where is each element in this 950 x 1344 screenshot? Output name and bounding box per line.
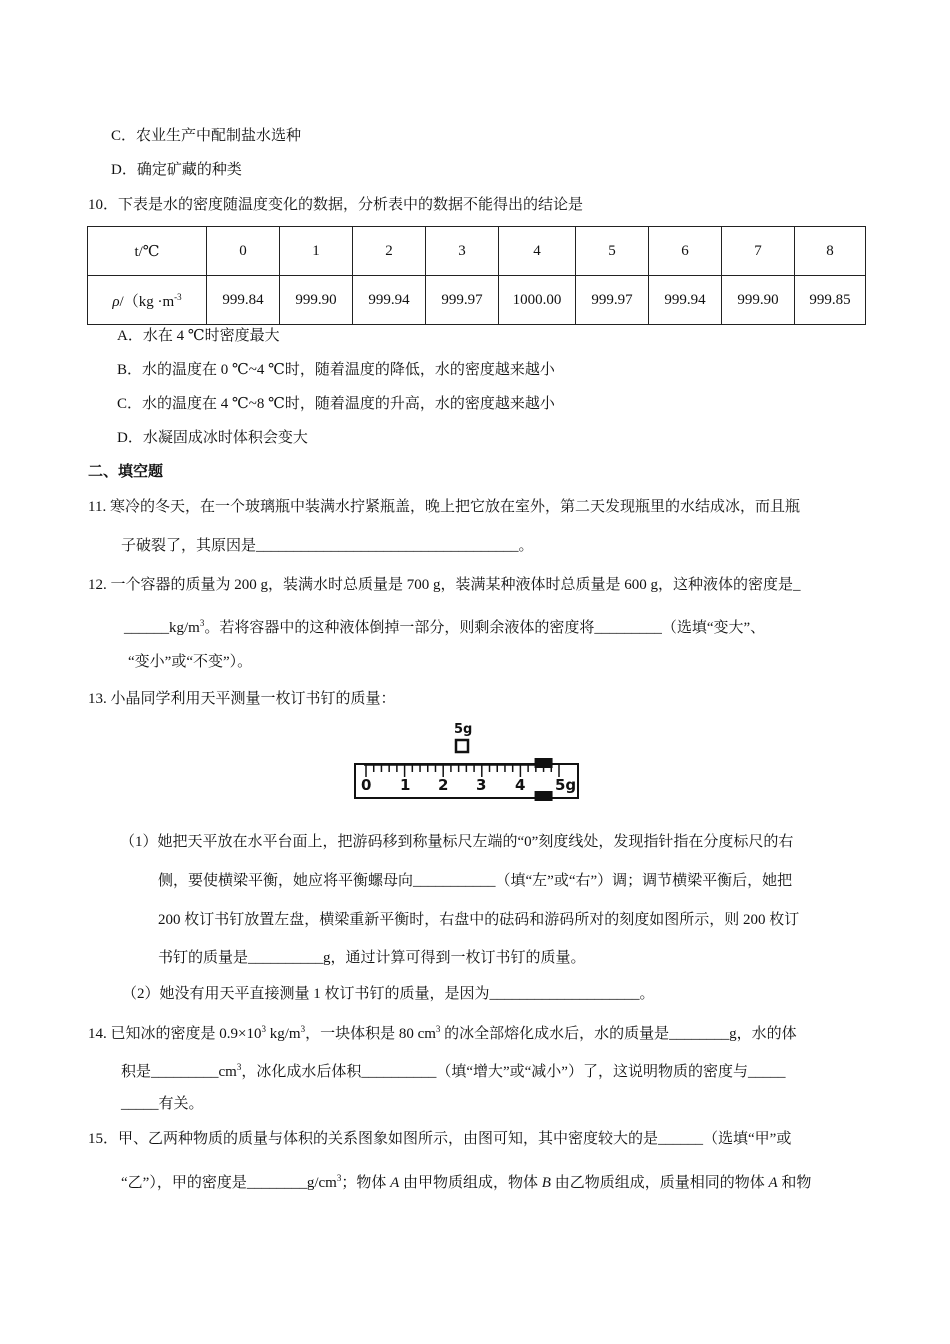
q13-part1-line4: 书钉的质量是__________g，通过计算可得到一枚订书钉的质量。 bbox=[158, 950, 586, 966]
density-cell: 999.84 bbox=[207, 276, 280, 325]
q14-sup1: 3 bbox=[261, 1024, 266, 1034]
q14-text1: 14. 已知冰的密度是 0.9×10 bbox=[88, 1026, 262, 1042]
q15-sup: 3 bbox=[336, 1173, 342, 1183]
q12-line2-part2: 。若将容器中的这种液体倒掉一部分，则剩余液体的密度将_________（选填“变大”、 bbox=[204, 620, 766, 636]
scale-label: 1 bbox=[400, 776, 411, 794]
q10-option-d: D．水凝固成冰时体积会变大 bbox=[117, 430, 308, 446]
q12-line2-part1: ______kg/m bbox=[124, 620, 200, 636]
density-cell: 999.85 bbox=[795, 276, 866, 325]
q11-line1: 11. 寒冷的冬天，在一个玻璃瓶中装满水拧紧瓶盖，晚上把它放在室外，第二天发现瓶里的水结成冰，而且瓶 bbox=[88, 499, 800, 515]
q15-line1: 15．甲、乙两种物质的质量与体积的关系图象如图所示，由图可知，其中密度较大的是______（选填“甲”或 bbox=[88, 1131, 792, 1147]
q12-line1: 12. 一个容器的质量为 200 g，装满水时总质量是 700 g，装满某种液体时总质量是 600 g，这种液体的密度是_ bbox=[88, 577, 801, 593]
scale-label: 4 bbox=[515, 776, 526, 794]
q12-line3: “变小”或“不变”）。 bbox=[128, 654, 253, 670]
q13-part1-line3: 200 枚订书钉放置左盘，横梁重新平衡时，右盘中的砝码和游码所对的刻度如图所示，则 200 枚订 bbox=[158, 912, 800, 928]
q15-line2 bbox=[121, 1168, 811, 1193]
q15-text1: “乙”），甲的密度是________g/cm bbox=[121, 1175, 337, 1191]
weight-label: 5g bbox=[454, 722, 473, 737]
scale-label: 5g bbox=[555, 776, 577, 794]
q14-line2 bbox=[121, 1057, 785, 1082]
density-cell: 999.90 bbox=[722, 276, 795, 325]
temperature-row bbox=[88, 227, 866, 276]
scale-label: 0 bbox=[361, 776, 372, 794]
temp-cell: 4 bbox=[499, 227, 576, 276]
object-b-symbol: B bbox=[541, 1175, 551, 1191]
temp-cell: 8 bbox=[795, 227, 866, 276]
q11-line2: 子破裂了，其原因是___________________________________。 bbox=[121, 538, 534, 554]
q14-line2-sup: 3 bbox=[236, 1062, 242, 1072]
q14-sup3: 3 bbox=[435, 1024, 441, 1034]
density-row bbox=[88, 276, 866, 325]
temp-cell: 0 bbox=[207, 227, 280, 276]
temp-cell: 5 bbox=[576, 227, 649, 276]
q12-line2 bbox=[124, 613, 765, 638]
temp-cell: 3 bbox=[426, 227, 499, 276]
q13-part1-line2: 侧，要使横梁平衡，她应将平衡螺母向___________（填“左”或“右”）调；调节横梁平衡后，她把 bbox=[158, 873, 793, 889]
temp-cell: 1 bbox=[280, 227, 353, 276]
q14-line2-text1: 积是_________cm bbox=[121, 1064, 237, 1080]
q9-option-c: C．农业生产中配制盐水选种 bbox=[111, 128, 302, 144]
q14-text3: ，一块体积是 80 cm bbox=[305, 1026, 436, 1042]
density-cell: 999.97 bbox=[576, 276, 649, 325]
rider-bottom bbox=[535, 791, 553, 801]
q15-text3: 由甲物质组成，物体 bbox=[399, 1175, 542, 1191]
q9-option-d: D．确定矿藏的种类 bbox=[111, 162, 242, 178]
scale-label: 3 bbox=[476, 776, 487, 794]
q15-text2: ；物体 bbox=[341, 1175, 391, 1191]
density-cell: 999.90 bbox=[280, 276, 353, 325]
density-cell: 1000.00 bbox=[499, 276, 576, 325]
object-a-symbol-2: A bbox=[768, 1175, 778, 1191]
q13-stem: 13. 小晶同学利用天平测量一枚订书钉的质量： bbox=[88, 691, 396, 707]
section-title: 二、填空题 bbox=[88, 464, 164, 480]
density-table bbox=[87, 226, 866, 325]
density-cell: 999.94 bbox=[353, 276, 426, 325]
q13-part1-line1: （1）她把天平放在水平台面上，把游码移到称量标尺左端的“0”刻度线处，发现指针指在分度标尺的右 bbox=[120, 834, 794, 850]
density-header bbox=[88, 276, 207, 325]
q14-line3: _____有关。 bbox=[121, 1096, 204, 1112]
rider-top bbox=[535, 758, 553, 768]
q15-text5: 和物 bbox=[777, 1175, 812, 1191]
density-unit: /（kg ·m bbox=[119, 293, 175, 310]
temperature-header: t/℃ bbox=[88, 227, 207, 276]
q12-sup: 3 bbox=[199, 618, 205, 628]
q15-text4: 由乙物质组成，质量相同的物体 bbox=[550, 1175, 769, 1191]
q10-option-b: B．水的温度在 0 ℃~4 ℃时，随着温度的降低，水的密度越来越小 bbox=[117, 362, 555, 378]
q10-stem: 10．下表是水的密度随温度变化的数据，分析表中的数据不能得出的结论是 bbox=[88, 197, 584, 213]
q14-text4: 的冰全部熔化成水后，水的质量是________g，水的体 bbox=[440, 1026, 797, 1042]
q14-line1 bbox=[88, 1019, 797, 1044]
q10-option-a: A．水在 4 ℃时密度最大 bbox=[117, 328, 280, 344]
temp-cell: 2 bbox=[353, 227, 426, 276]
density-unit-exp: -3 bbox=[174, 291, 182, 302]
q14-text2: kg/m bbox=[265, 1026, 301, 1042]
density-cell: 999.94 bbox=[649, 276, 722, 325]
object-a-symbol: A bbox=[390, 1175, 400, 1191]
q14-line2-text2: ，冰化成水后体积__________（填“增大”或“减小”）了，这说明物质的密度与_____ bbox=[241, 1064, 786, 1080]
temp-cell: 7 bbox=[722, 227, 795, 276]
q13-part2: （2）她没有用天平直接测量 1 枚订书钉的质量，是因为____________________。 bbox=[122, 986, 655, 1002]
temp-cell: 6 bbox=[649, 227, 722, 276]
weight-icon bbox=[456, 740, 468, 752]
rho-symbol: ρ bbox=[112, 293, 120, 310]
scale-label: 2 bbox=[438, 776, 449, 794]
scale-ticks bbox=[366, 765, 559, 777]
q14-sup2: 3 bbox=[300, 1024, 306, 1034]
balance-rider-scale-figure bbox=[352, 716, 582, 806]
q10-option-c: C．水的温度在 4 ℃~8 ℃时，随着温度的升高，水的密度越来越小 bbox=[117, 396, 555, 412]
density-cell: 999.97 bbox=[426, 276, 499, 325]
